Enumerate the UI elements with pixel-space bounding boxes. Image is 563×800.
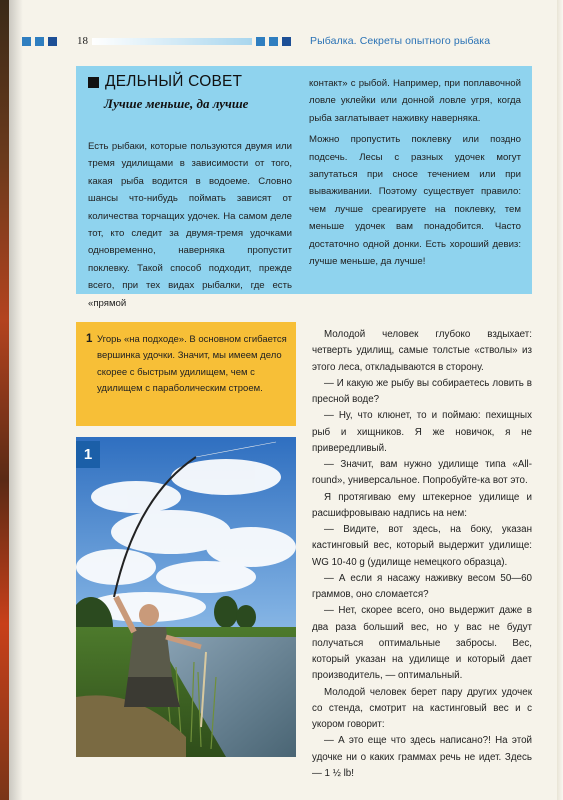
body-paragraph: — А если я насажу наживку весом 50—60 граммов, оно сломается? [312, 572, 532, 600]
tip-heading [88, 73, 242, 91]
tip-right-column [309, 75, 521, 270]
body-paragraph: Я протягиваю ему штекерное удилище и расшифровываю надпись на нем: [312, 491, 532, 519]
tip-left-column [88, 138, 292, 312]
body-paragraph: — Видите, вот здесь, на боку, указан кастинговый вес, который выдержит удилище: WG 10-40 g (удилище немецкого образца). [312, 524, 532, 568]
figure-caption-text: Угорь «на подходе». В основном сгибается вершинка удочки. Значит, мы имеем дело скорее с быстрым удилищем, чем с удилищем с параболическим строем. [97, 334, 287, 395]
running-title: Рыбалка. Секреты опытного рыбака [310, 35, 491, 47]
page-edge [557, 0, 563, 800]
header-squares-left [22, 37, 57, 46]
tip-subtitle: Лучше меньше, да лучше [104, 96, 249, 111]
tip-right-paragraph-1: контакт» с рыбой. Например, при поплавочной ловле уклейки или донной ловле угря, когда рыба заглатывает наживку наверняка. [309, 78, 521, 124]
body-paragraph: Молодой человек берет пару других удочек со стенда, смотрит на кастинговый вес и с укором говорит: [312, 686, 532, 730]
body-paragraph: — Ну, что клюнет, то и поймаю: пехищных рыб и хищников. Я же новичок, я не привередливый. [312, 410, 532, 454]
page-number: 18 [77, 35, 88, 47]
book-spine-edge [0, 0, 9, 800]
figure-number-badge: 1 [76, 441, 100, 468]
tip-right-paragraph-2: Можно пропустить поклевку или поздно подсечь. Лесы с разных удочек могут запутаться при сносе течением или при вываживании. Поэтому существует правило: чем лучше среагируете на поклевку, тем меньше удочек вам понадобится. Часто достаточно одной донки. Есть хороший девиз: лучше меньше, да лучше! [309, 134, 521, 268]
body-text-column [312, 327, 532, 782]
body-paragraph: — Нет, скорее всего, оно выдержит даже в два раза больший вес, но у вас не будут получаться оптимальные забросы. Вес, который указан на удилище и который дает производитель, — оптимальный. [312, 605, 532, 682]
caption-number: 1 [86, 333, 93, 345]
header-squares-right [256, 37, 291, 46]
fishing-photo [76, 437, 296, 757]
body-paragraph: Молодой человек глубоко вздыхает: четверть удилищ, самые толстые «стволы» из этого леса, откладываются в сторону. [312, 329, 532, 373]
tip-heading-text: ДЕЛЬНЫЙ СОВЕТ [105, 73, 243, 90]
body-paragraph: — А это еще что здесь написано?! На этой удочке ни о каких граммах речь не идет. Здесь — 1 ½ lb! [312, 735, 532, 779]
square-bullet-icon [88, 77, 99, 88]
tip-left-paragraph: Есть рыбаки, которые пользуются двумя или тремя удилищами в зависимости от того, какая рыба водится в водоеме. Словно шансы что-нибудь поймать зависят от количества торчащих удочек. На самом деле тот, кто следит за двумя-тремя удочками одновременно, наверняка пропустит поклевку. Такой способ подходит, прежде всего, при тех видах рыбалки, где есть «прямой [88, 141, 292, 309]
photo-illustration [76, 437, 296, 757]
header-gradient-bar [92, 38, 252, 45]
body-paragraph: — И какую же рыбу вы собираетесь ловить в пресной воде? [312, 377, 532, 405]
gutter-shadow [9, 0, 23, 800]
body-paragraph: — Значит, вам нужно удилище типа «All-round», универсальное. Попробуйте-ка вот это. [312, 459, 532, 487]
